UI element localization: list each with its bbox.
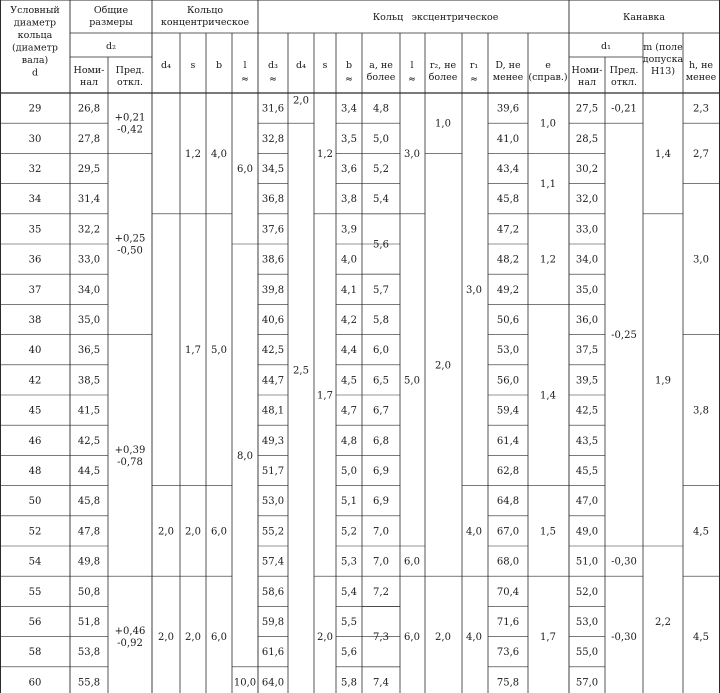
cell-a: 7,4 xyxy=(373,677,389,689)
header-subcol: b xyxy=(215,60,223,71)
cell-d1-nominal: 34,0 xyxy=(575,254,599,266)
header-eccentric: Кольц xyxy=(372,12,404,23)
tolerance-span: +0,21 xyxy=(114,112,146,124)
cell-d3: 32,8 xyxy=(261,133,285,145)
cell-D: 70,4 xyxy=(496,586,520,598)
concentric-s: 1,2 xyxy=(185,148,201,160)
header-D: менее xyxy=(492,72,524,83)
cell-d: 36 xyxy=(28,254,42,266)
eccentric-l: 5,0 xyxy=(404,375,420,387)
cell-d1-nominal: 36,0 xyxy=(575,315,599,326)
cell-d3: 58,6 xyxy=(261,586,285,598)
cell-d2-nominal: 36,5 xyxy=(77,345,101,357)
eccentric-e: 1,2 xyxy=(540,254,556,266)
cell-d3: 40,6 xyxy=(261,315,285,326)
tolerance-span: +0,46 xyxy=(114,626,146,638)
cell-d1-nominal: 45,5 xyxy=(575,466,599,477)
header-approx: ≈ xyxy=(241,74,249,85)
header-h: менее xyxy=(685,72,717,83)
header-subcol: l xyxy=(410,60,414,71)
cell-d: 48 xyxy=(28,466,42,477)
header-concentric: концентрическое xyxy=(160,17,250,28)
cell-d3: 64,0 xyxy=(261,677,285,689)
eccentric-s: 2,0 xyxy=(317,632,333,644)
cell-a: 5,2 xyxy=(373,164,389,175)
header-tolerance: Пред. xyxy=(609,65,639,76)
header-nominal: нал xyxy=(577,77,597,88)
header-diameter: (диаметр xyxy=(12,42,58,54)
cell-d2-nominal: 55,8 xyxy=(77,677,101,689)
cell-d3: 36,8 xyxy=(261,194,285,206)
cell-d: 58 xyxy=(28,647,42,659)
header-nominal: нал xyxy=(79,77,99,88)
cell-a: 7,2 xyxy=(373,586,389,598)
cell-D: 49,2 xyxy=(496,284,520,296)
groove-tolerance: -0,25 xyxy=(611,330,637,342)
header-tolerance: Пред. xyxy=(115,65,145,76)
header-groove: Канавка xyxy=(623,12,665,23)
cell-d2-nominal: 38,5 xyxy=(77,375,101,387)
cell-D: 73,6 xyxy=(496,647,520,659)
header-a: a, не xyxy=(369,60,393,71)
header-subcol: s xyxy=(322,60,328,71)
cell-d: 29 xyxy=(28,103,42,115)
cell-b-ecc: 3,4 xyxy=(341,103,357,115)
cell-d3: 61,6 xyxy=(261,647,285,659)
cell-d: 34 xyxy=(28,194,42,206)
cell-d2-nominal: 41,5 xyxy=(77,405,101,417)
cell-d: 42 xyxy=(28,375,42,387)
cell-a: 6,7 xyxy=(373,405,389,417)
eccentric-r1: 4,0 xyxy=(466,632,482,644)
tolerance-span: -0,78 xyxy=(117,456,143,468)
tolerance-span: -0,92 xyxy=(117,638,143,650)
header-subcol: l xyxy=(243,60,247,71)
cell-d1-nominal: 39,5 xyxy=(575,375,599,387)
header-e: e xyxy=(545,60,551,71)
cell-a: 7,0 xyxy=(373,556,389,568)
cell-d3: 37,6 xyxy=(261,224,285,236)
cell-D: 43,4 xyxy=(496,164,520,175)
cell-d1-nominal: 28,5 xyxy=(575,133,599,145)
header-general-sizes: Общие xyxy=(93,5,129,16)
cell-d2-nominal: 33,0 xyxy=(77,254,101,266)
cell-a-merged: 7,3 xyxy=(373,632,389,644)
cell-d: 50 xyxy=(28,496,42,508)
cell-d1-nominal: 27,5 xyxy=(575,103,599,115)
header-r2: r₂, не xyxy=(429,60,457,71)
header-diameter: Условный xyxy=(10,5,60,16)
header-subcol: d₄ xyxy=(296,60,306,71)
concentric-s: 2,0 xyxy=(185,632,201,644)
cell-d2-nominal: 34,0 xyxy=(77,284,101,296)
cell-a: 6,0 xyxy=(373,345,389,357)
header-nominal: Номи- xyxy=(571,65,603,76)
tolerance-span: -0,42 xyxy=(117,124,143,136)
cell-D: 71,6 xyxy=(496,617,520,628)
groove-tolerance: -0,30 xyxy=(611,632,637,644)
header-approx: ≈ xyxy=(269,74,277,85)
eccentric-r1: 4,0 xyxy=(466,526,482,538)
cell-D: 50,6 xyxy=(496,315,520,326)
tolerance-span: -0,50 xyxy=(117,245,143,257)
cell-a: 5,4 xyxy=(373,194,389,206)
eccentric-l: 6,0 xyxy=(404,632,420,644)
cell-d: 45 xyxy=(28,405,42,417)
header-h: h, не xyxy=(688,60,714,71)
concentric-b: 5,0 xyxy=(211,345,227,357)
cell-D: 67,0 xyxy=(496,526,520,538)
cell-b-ecc: 5,5 xyxy=(341,617,357,628)
cell-a: 4,8 xyxy=(373,103,389,115)
cell-d: 35 xyxy=(28,224,42,236)
cell-d: 54 xyxy=(28,556,42,568)
cell-a: 6,5 xyxy=(373,375,389,387)
cell-d3: 38,6 xyxy=(261,254,285,266)
cell-D: 62,8 xyxy=(496,466,520,477)
concentric-b: 4,0 xyxy=(211,148,227,160)
header-d2: d₂ xyxy=(106,41,116,52)
cell-d2-nominal: 42,5 xyxy=(77,435,101,447)
cell-d3: 59,8 xyxy=(261,617,285,628)
concentric-l: 10,0 xyxy=(233,677,257,689)
header-concentric: Кольцо xyxy=(186,5,224,16)
cell-d2-nominal: 47,8 xyxy=(77,526,101,538)
header-r2: более xyxy=(428,72,458,83)
header-general-sizes: размеры xyxy=(89,17,133,28)
cell-d2-nominal: 44,5 xyxy=(77,466,101,477)
cell-d: 46 xyxy=(28,435,42,447)
cell-b-ecc: 5,0 xyxy=(341,466,357,477)
header-approx: ≈ xyxy=(470,74,478,85)
cell-d3: 53,0 xyxy=(261,496,285,508)
cell-d1-nominal: 37,5 xyxy=(575,345,599,357)
cell-d3: 55,2 xyxy=(261,526,285,538)
cell-d: 37 xyxy=(28,284,42,296)
header-eccentric: эксцентрическое xyxy=(411,12,499,23)
cell-b-ecc: 4,0 xyxy=(341,254,357,266)
cell-d: 40 xyxy=(28,345,42,357)
cell-D: 64,8 xyxy=(496,496,520,508)
cell-D: 68,0 xyxy=(496,556,520,568)
concentric-d4: 2,0 xyxy=(158,526,174,538)
eccentric-e: 1,4 xyxy=(540,390,556,402)
cell-b-ecc: 5,1 xyxy=(341,496,357,508)
cell-d2-nominal: 32,2 xyxy=(77,224,101,236)
cell-d: 52 xyxy=(28,526,42,538)
groove-h: 3,0 xyxy=(693,254,709,266)
cell-d3: 48,1 xyxy=(261,405,285,417)
cell-a: 5,7 xyxy=(373,284,389,296)
eccentric-r2: 2,0 xyxy=(435,632,451,644)
cell-D: 45,8 xyxy=(496,194,520,206)
cell-d: 30 xyxy=(28,133,42,145)
cell-D: 75,8 xyxy=(496,677,520,689)
cell-d1-nominal: 47,0 xyxy=(575,496,599,508)
cell-b-ecc: 4,5 xyxy=(341,375,357,387)
cell-a: 6,8 xyxy=(373,435,389,447)
groove-h: 4,5 xyxy=(693,526,709,538)
header-m: допуска xyxy=(642,54,684,65)
header-tolerance: откл. xyxy=(117,77,143,88)
cell-b-ecc: 5,6 xyxy=(341,647,357,659)
cell-d2-nominal: 31,4 xyxy=(77,194,101,206)
groove-h: 3,8 xyxy=(693,405,709,417)
cell-D: 53,0 xyxy=(496,345,520,357)
groove-m: 2,2 xyxy=(655,617,671,628)
cell-d: 60 xyxy=(28,677,42,689)
groove-h: 4,5 xyxy=(693,632,709,644)
cell-d1-nominal: 53,0 xyxy=(575,617,599,628)
cell-d3: 39,8 xyxy=(261,284,285,296)
cell-b-ecc: 4,4 xyxy=(341,345,357,357)
cell-d1-nominal: 51,0 xyxy=(575,556,599,568)
cell-d1-nominal: 30,2 xyxy=(575,164,599,175)
cell-b-ecc: 5,4 xyxy=(341,586,357,598)
cell-b-ecc: 4,1 xyxy=(341,284,357,296)
header-a: более xyxy=(366,72,396,83)
cell-D: 41,0 xyxy=(496,133,520,145)
cell-b-ecc: 3,5 xyxy=(341,133,357,145)
cell-d3: 44,7 xyxy=(261,375,285,387)
header-tolerance: откл. xyxy=(611,77,637,88)
cell-d1-nominal: 33,0 xyxy=(575,224,599,236)
cell-d1-nominal: 52,0 xyxy=(575,586,599,598)
cell-d1-nominal: 43,5 xyxy=(575,435,599,447)
eccentric-s: 1,2 xyxy=(317,148,333,160)
tolerance-span: +0,39 xyxy=(114,444,146,456)
cell-a: 6,9 xyxy=(373,466,389,477)
header-m: m (поле xyxy=(643,42,683,53)
cell-D: 59,4 xyxy=(496,405,520,417)
cell-a: 5,0 xyxy=(373,133,389,145)
header-m: H13) xyxy=(650,66,676,77)
cell-b-ecc: 5,8 xyxy=(341,677,357,689)
cell-b-ecc: 5,3 xyxy=(341,556,357,568)
header-diameter: кольца xyxy=(17,30,53,41)
cell-d2-nominal: 49,8 xyxy=(77,556,101,568)
tolerance-span: +0,25 xyxy=(114,233,146,245)
cell-d: 55 xyxy=(28,586,42,598)
cell-d: 56 xyxy=(28,617,42,628)
cell-d3: 42,5 xyxy=(261,345,285,357)
cell-b-ecc: 3,6 xyxy=(341,164,357,175)
header-approx: ≈ xyxy=(408,74,416,85)
header-diameter: вала) xyxy=(21,55,49,66)
concentric-l: 6,0 xyxy=(237,164,253,175)
groove-m: 1,9 xyxy=(655,375,671,387)
header-diameter: d xyxy=(31,67,39,79)
concentric-b: 6,0 xyxy=(211,526,227,538)
concentric-d4: 2,0 xyxy=(158,632,174,644)
header-e: (справ.) xyxy=(528,72,568,83)
groove-m: 1,4 xyxy=(655,148,671,160)
header-subcol: d₃ xyxy=(268,60,278,71)
eccentric-d4: 2,0 xyxy=(293,95,309,107)
header-subcol: s xyxy=(190,60,196,71)
concentric-l: 8,0 xyxy=(237,450,253,462)
cell-d: 38 xyxy=(28,315,42,326)
cell-d1-nominal: 55,0 xyxy=(575,647,599,659)
header-nominal: Номи- xyxy=(73,65,105,76)
cell-D: 39,6 xyxy=(496,103,520,115)
cell-d1-nominal: 42,5 xyxy=(575,405,599,417)
cell-b-ecc: 4,7 xyxy=(341,405,357,417)
cell-d3: 57,4 xyxy=(261,556,285,568)
cell-d2-nominal: 35,0 xyxy=(77,315,101,326)
eccentric-l: 6,0 xyxy=(404,556,420,568)
eccentric-s: 1,7 xyxy=(317,390,333,402)
eccentric-r1: 3,0 xyxy=(466,284,482,296)
header-approx: ≈ xyxy=(345,74,353,85)
groove-h: 2,7 xyxy=(693,148,709,160)
header-subcol: d₄ xyxy=(161,60,171,71)
cell-b-ecc: 4,8 xyxy=(341,435,357,447)
header-D: D, не xyxy=(495,60,521,71)
cell-b-ecc: 3,8 xyxy=(341,194,357,206)
header-subcol: b xyxy=(345,60,353,71)
concentric-s: 2,0 xyxy=(185,526,201,538)
table-text xyxy=(10,5,716,688)
cell-d2-nominal: 50,8 xyxy=(77,586,101,598)
cell-D: 48,2 xyxy=(496,254,520,266)
cell-D: 47,2 xyxy=(496,224,520,236)
eccentric-e: 1,5 xyxy=(540,526,556,538)
eccentric-d4: 2,5 xyxy=(293,365,309,377)
cell-d2-nominal: 51,8 xyxy=(77,617,101,628)
cell-d1-nominal: 35,0 xyxy=(575,284,599,296)
concentric-b: 6,0 xyxy=(211,632,227,644)
cell-a: 5,8 xyxy=(373,315,389,326)
cell-d2-nominal: 27,8 xyxy=(77,133,101,145)
cell-a: 6,9 xyxy=(373,496,389,508)
cell-d3: 49,3 xyxy=(261,435,285,447)
cell-d: 32 xyxy=(28,164,42,175)
eccentric-l: 3,0 xyxy=(404,148,420,160)
eccentric-e: 1,0 xyxy=(540,118,556,130)
cell-d3: 31,6 xyxy=(261,103,285,115)
cell-b-ecc: 4,2 xyxy=(341,315,357,326)
cell-D: 56,0 xyxy=(496,375,520,387)
concentric-s: 1,7 xyxy=(185,345,201,357)
header-d1: d₁ xyxy=(601,41,611,52)
cell-d1-nominal: 49,0 xyxy=(575,526,599,538)
cell-d2-nominal: 53,8 xyxy=(77,647,101,659)
header-subcol: r₁ xyxy=(469,60,479,71)
eccentric-e: 1,1 xyxy=(540,179,556,191)
cell-a: 7,0 xyxy=(373,526,389,538)
groove-tolerance: -0,30 xyxy=(611,556,637,568)
groove-tolerance: -0,21 xyxy=(611,103,637,115)
cell-d2-nominal: 29,5 xyxy=(77,164,101,175)
cell-d1-nominal: 32,0 xyxy=(575,194,599,206)
eccentric-r2: 2,0 xyxy=(435,360,451,372)
cell-b-ecc: 3,9 xyxy=(341,224,357,236)
cell-b-ecc: 5,2 xyxy=(341,526,357,538)
cell-D: 61,4 xyxy=(496,435,520,447)
header-diameter: диаметр xyxy=(13,17,57,29)
cell-d1-nominal: 57,0 xyxy=(575,677,599,689)
cell-d2-nominal: 26,8 xyxy=(77,103,101,115)
cell-d3: 34,5 xyxy=(261,164,285,175)
eccentric-e: 1,7 xyxy=(540,632,556,644)
groove-h: 2,3 xyxy=(693,103,709,115)
eccentric-r2: 1,0 xyxy=(435,118,451,130)
cell-a-merged: 5,6 xyxy=(373,239,389,251)
cell-d2-nominal: 45,8 xyxy=(77,496,101,508)
cell-d3: 51,7 xyxy=(261,466,285,477)
